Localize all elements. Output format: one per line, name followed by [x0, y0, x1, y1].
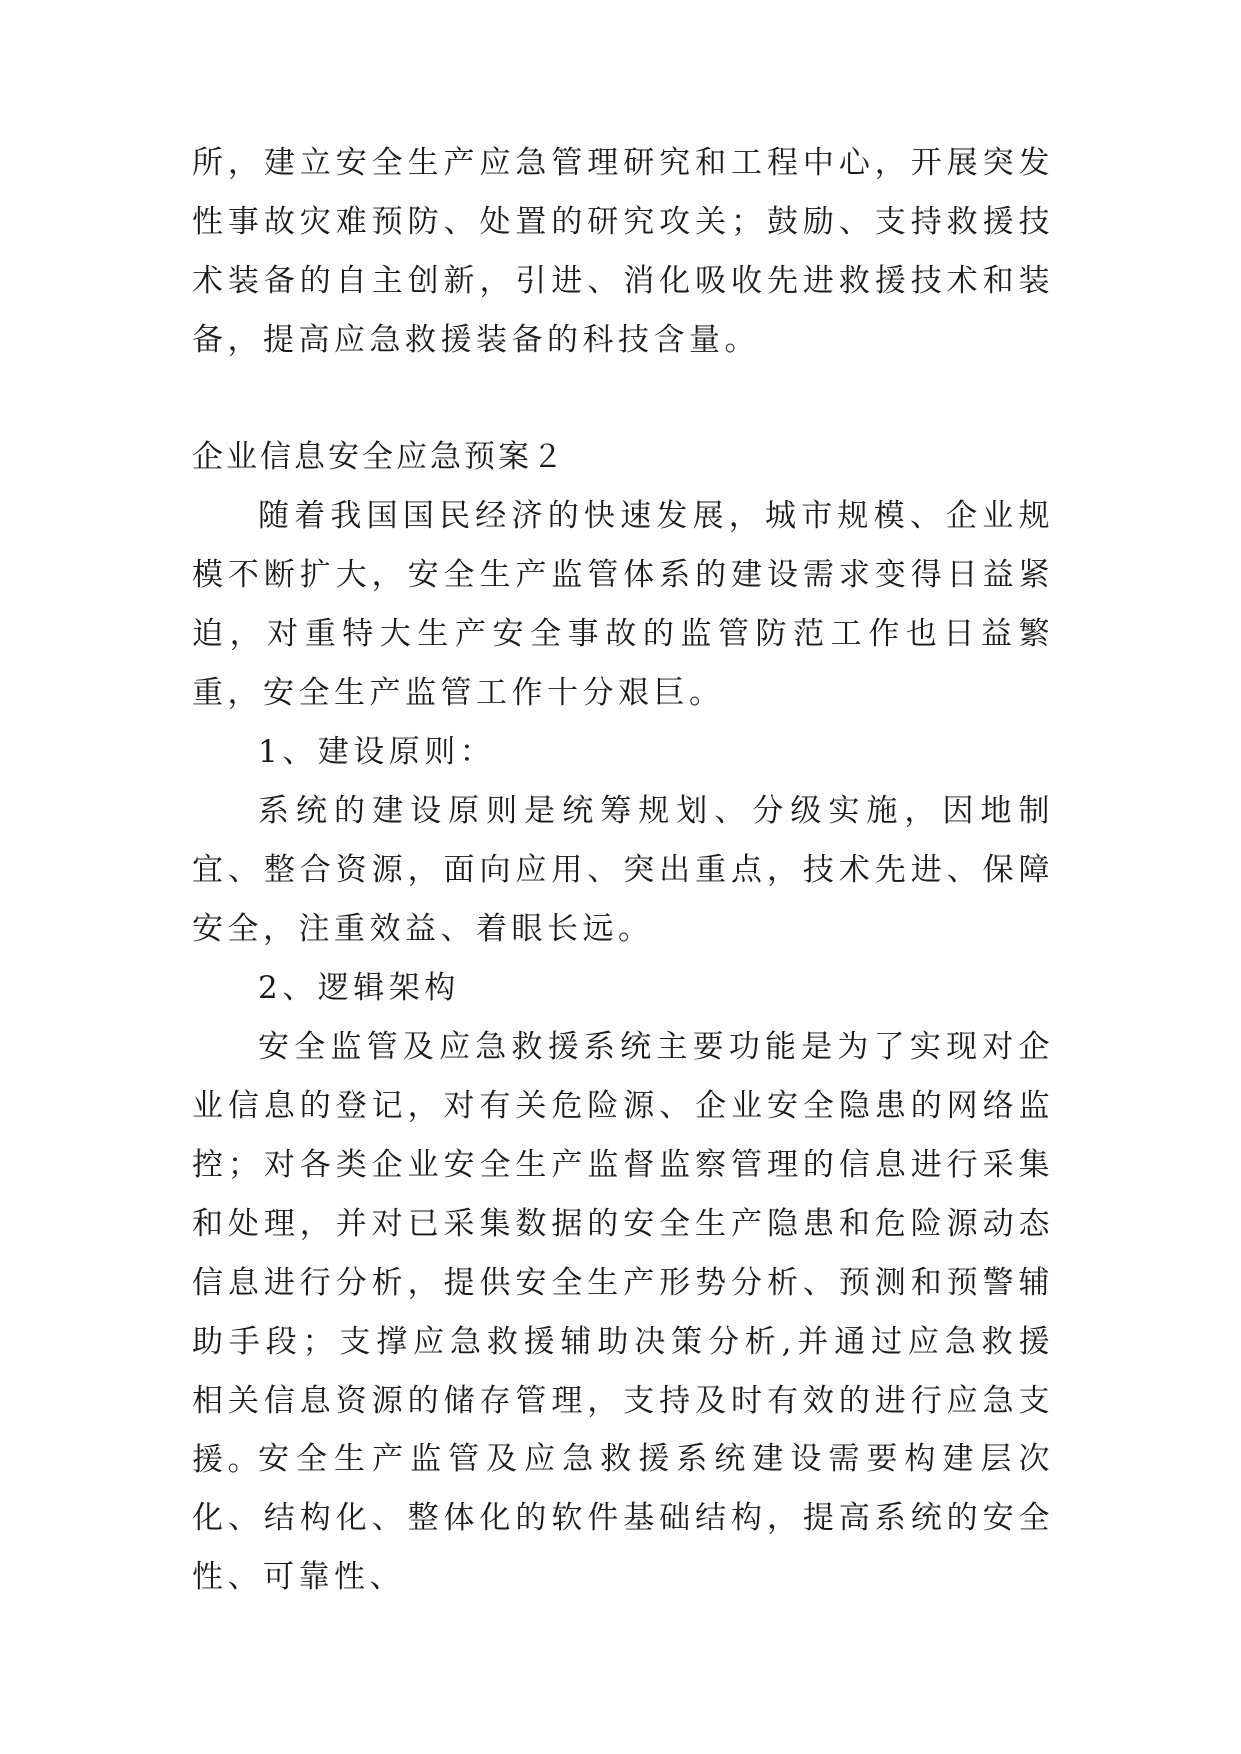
section-heading: 企业信息安全应急预案２	[192, 439, 566, 475]
paragraph-principles: 系统的建设原则是统筹规划、分级实施，因地制宜、整合资源，面向应用、突出重点，技术先进、保障安全，注重效益、着眼长远。	[192, 793, 1054, 947]
paragraph-continued: 所，建立安全生产应急管理研究和工程中心，开展突发性事故灾难预防、处置的研究攻关；鼓励、支持救援技术装备的自主创新，引进、消化吸收先进救援技术和装备，提高应急救援装备的科技含量。	[192, 145, 1054, 358]
subheading-architecture: 2、逻辑架构	[258, 970, 460, 1006]
subheading-principles: 1、建设原则：	[258, 734, 496, 770]
paragraph-architecture: 安全监管及应急救援系统主要功能是为了实现对企业信息的登记，对有关危险源、企业安全隐患的网络监控；对各类企业安全生产监督监察管理的信息进行采集和处理，并对已采集数据的安全生产隐患和危险源动态信息进行分析，提供安全生产形势分析、预测和预警辅助手段；支撑应急救援辅助决策分析,并通过应急救援相关信息资源的储存管理，支持及时有效的进行应急支援。	[192, 1029, 1054, 1478]
paragraph-intro: 随着我国国民经济的快速发展，城市规模、企业规模不断扩大，安全生产监管体系的建设需求变得日益紧迫，对重特大生产安全事故的监管防范工作也日益繁重，安全生产监管工作十分艰巨。	[192, 498, 1054, 711]
paragraph-structure: 安全生产监管及应急救援系统建设需要构建层次化、结构化、整体化的软件基础结构，提高系统的安全性、可靠性、	[192, 1441, 1054, 1595]
